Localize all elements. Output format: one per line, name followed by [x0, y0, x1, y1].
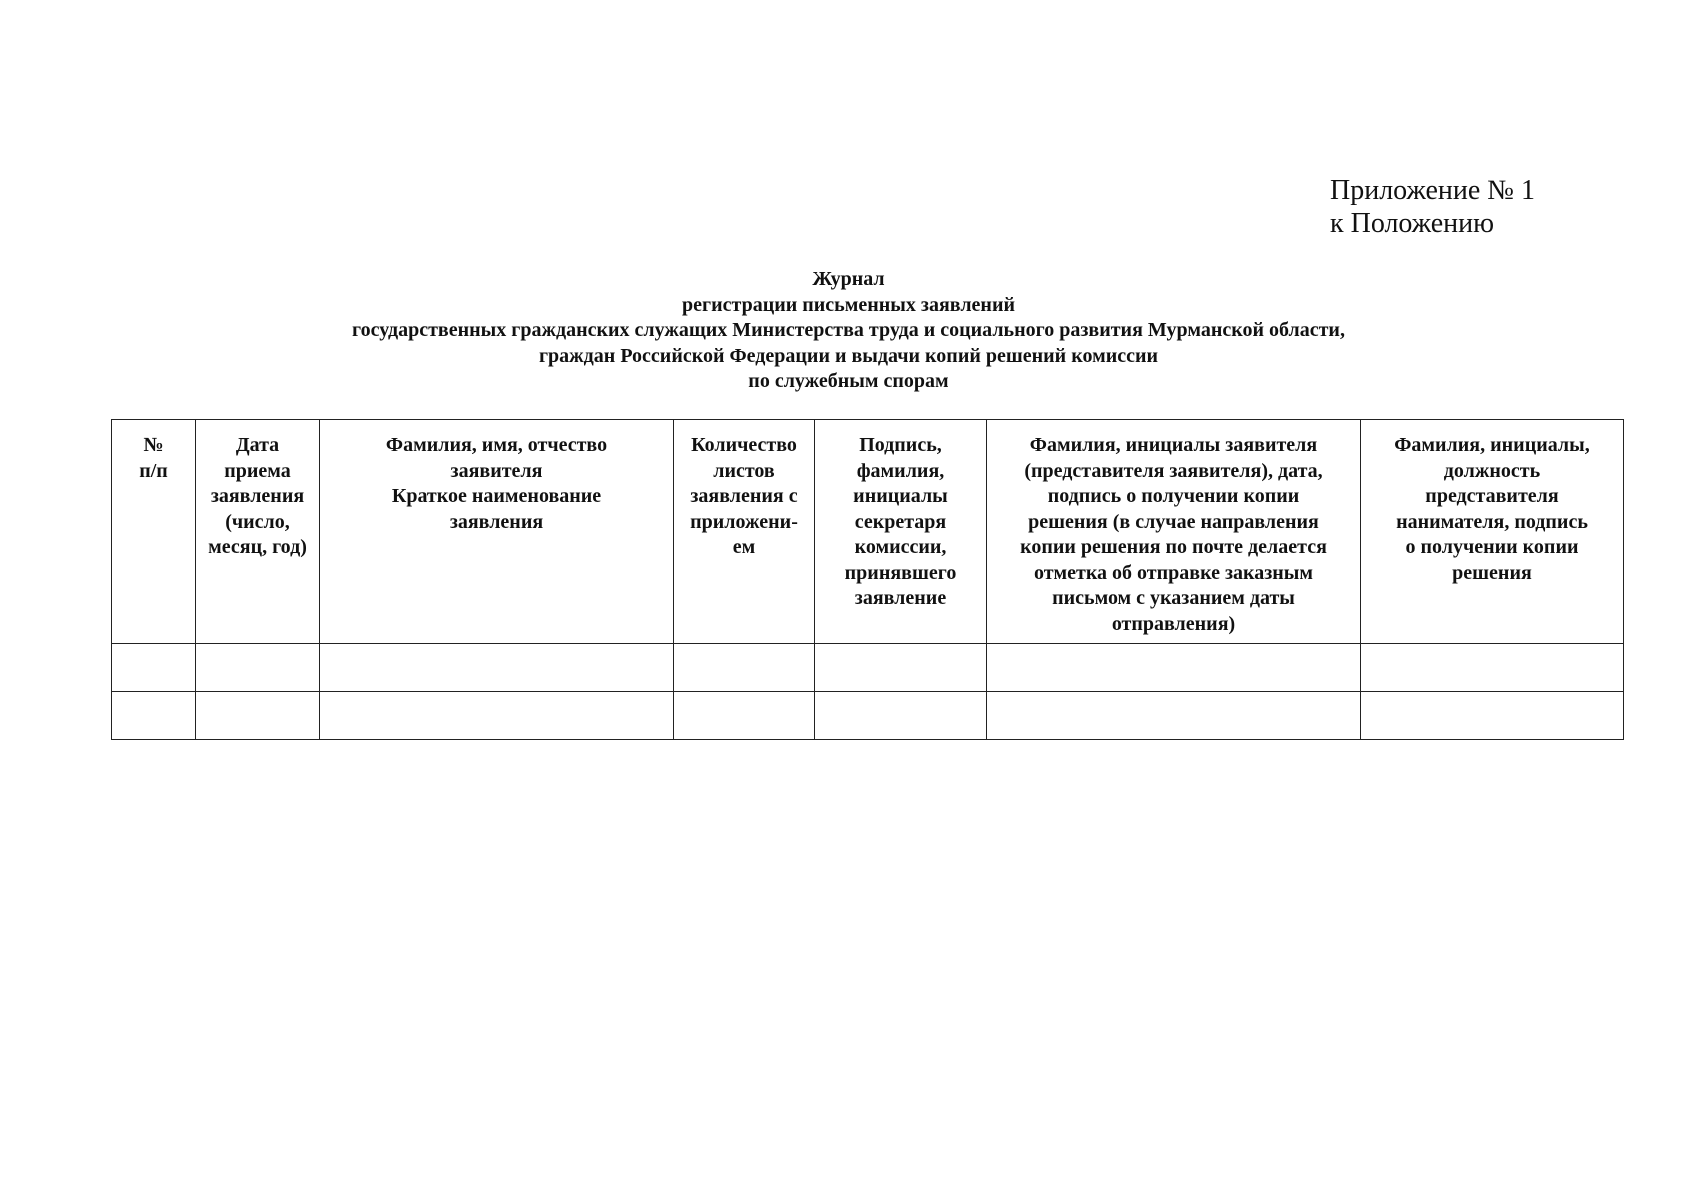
- table-cell: [196, 692, 320, 740]
- header-cell-sheet-count: Количество листов заявления с приложени- ем: [674, 420, 815, 644]
- header-cell-applicant-receipt: Фамилия, инициалы заявителя (представителя заявителя), дата, подпись о получении копии решения (в случае направления копии решения по почте делается отметка об отправке заказным письмом с указанием даты отправления): [987, 420, 1361, 644]
- header-cell-number: № п/п: [112, 420, 196, 644]
- appendix-label: [1330, 174, 1535, 240]
- table-row: [112, 644, 1624, 692]
- table-cell: [987, 644, 1361, 692]
- table-cell: [815, 644, 987, 692]
- table-cell: [674, 692, 815, 740]
- table-cell: [320, 644, 674, 692]
- header-cell-applicant: Фамилия, имя, отчество заявителя Краткое наименование заявления: [320, 420, 674, 644]
- journal-table: [111, 419, 1624, 740]
- title-line: Журнал: [812, 268, 885, 290]
- appendix-number: Приложение № 1: [1330, 175, 1535, 206]
- table-cell: [674, 644, 815, 692]
- table-cell: [987, 692, 1361, 740]
- title-line: регистрации письменных заявлений: [682, 293, 1015, 316]
- appendix-reference: к Положению: [1330, 208, 1495, 239]
- table-cell: [815, 692, 987, 740]
- table-cell: [320, 692, 674, 740]
- table-header-row: [112, 420, 1624, 644]
- header-cell-secretary-signature: Подпись, фамилия, инициалы секретаря комиссии, принявшего заявление: [815, 420, 987, 644]
- title-line: государственных гражданских служащих Министерства труда и социального развития Мурманской области,: [352, 319, 1345, 341]
- document-title: [0, 267, 1697, 395]
- title-line: по служебным спорам: [748, 370, 949, 392]
- header-cell-employer-receipt: Фамилия, инициалы, должность представителя нанимателя, подпись о получении копии решения: [1361, 420, 1624, 644]
- table-cell: [1361, 692, 1624, 740]
- table-cell: [112, 692, 196, 740]
- table-cell: [1361, 644, 1624, 692]
- table-cell: [196, 644, 320, 692]
- table-row: [112, 692, 1624, 740]
- table-cell: [112, 644, 196, 692]
- title-line: граждан Российской Федерации и выдачи копий решений комиссии: [538, 344, 1159, 367]
- header-cell-date: Дата приема заявления (число, месяц, год): [196, 420, 320, 644]
